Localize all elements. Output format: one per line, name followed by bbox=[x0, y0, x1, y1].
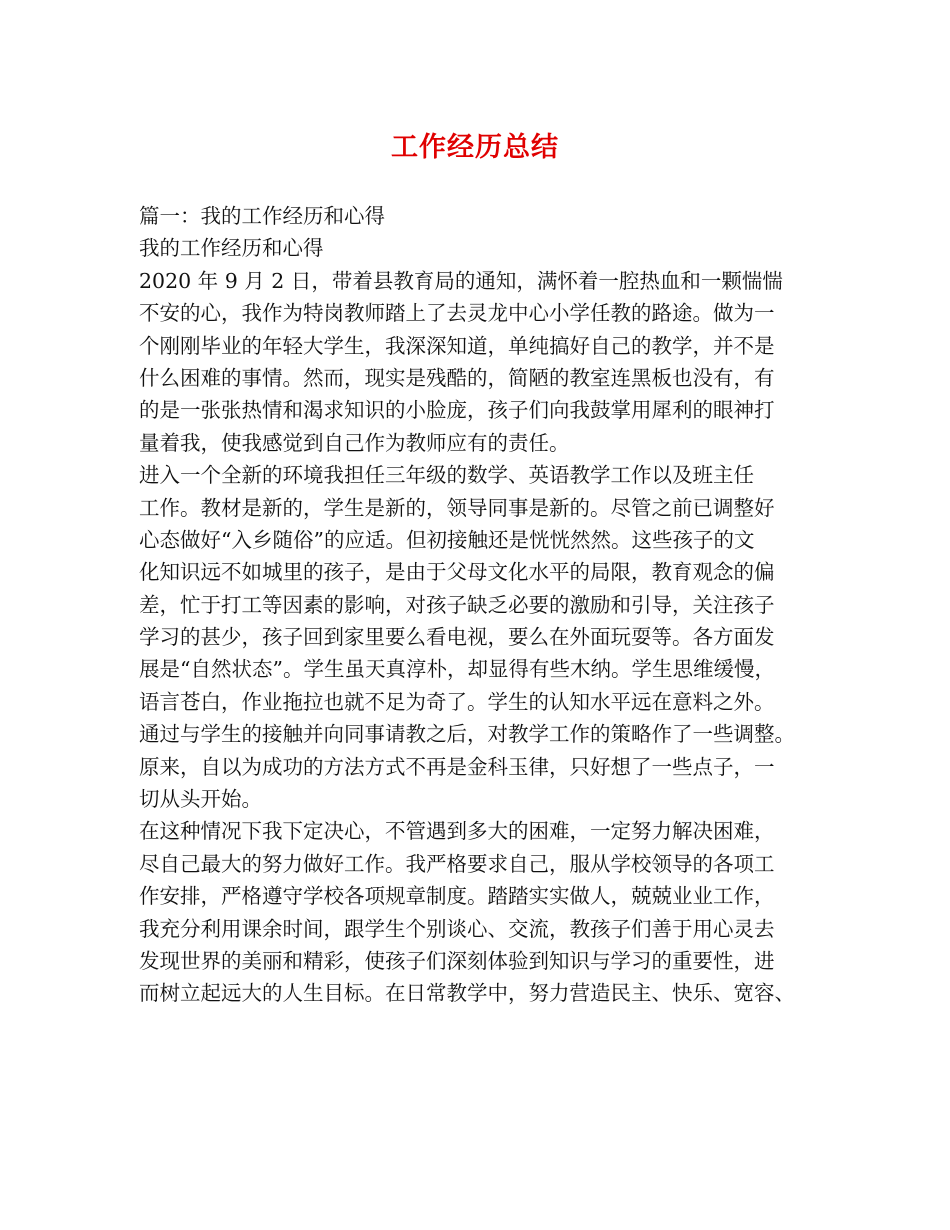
text-line: 差，忙于打工等因素的影响，对孩子缺乏必要的激励和引导，关注孩子 bbox=[139, 592, 775, 617]
text-line: 原来，自以为成功的方法方式不再是金科玉律，只好想了一些点子，一 bbox=[139, 754, 775, 779]
text-line: 尽自己最大的努力做好工作。我严格要求自己，服从学校领导的各项工 bbox=[139, 851, 775, 876]
text-line: 作安排，严格遵守学校各项规章制度。踏踏实实做人，兢兢业业工作， bbox=[139, 884, 775, 909]
text-line: 我充分利用课余时间，跟学生个别谈心、交流，教孩子们善于用心灵去 bbox=[139, 916, 775, 941]
text-line: 我的工作经历和心得 bbox=[139, 236, 324, 261]
document-body bbox=[139, 200, 829, 1010]
text-line: 工作。教材是新的，学生是新的，领导同事是新的。尽管之前已调整好 bbox=[139, 495, 775, 520]
text-line: 2020 年 9 月 2 日，带着县教育局的通知，满怀着一腔热血和一颗惴惴 bbox=[139, 268, 783, 293]
text-line: 个刚刚毕业的年轻大学生，我深深知道，单纯搞好自己的教学，并不是 bbox=[139, 333, 775, 358]
text-line: 量着我，使我感觉到自己作为教师应有的责任。 bbox=[139, 430, 570, 455]
text-line: 心态做好“入乡随俗”的应适。但初接触还是恍恍然然。这些孩子的文 bbox=[139, 527, 755, 552]
text-line: 篇一：我的工作经历和心得 bbox=[139, 204, 385, 228]
text-line: 而树立起远大的人生目标。在日常教学中，努力营造民主、快乐、宽容、 bbox=[139, 981, 795, 1006]
text-line: 的是一张张热情和渴求知识的小脸庞，孩子们向我鼓掌用犀利的眼神打 bbox=[139, 398, 775, 423]
text-line: 在这种情况下我下定决心，不管遇到多大的困难，一定努力解决困难， bbox=[139, 819, 775, 844]
text-line: 切从头开始。 bbox=[139, 787, 262, 812]
text-line: 不安的心，我作为特岗教师踏上了去灵龙中心小学任教的路途。做为一 bbox=[139, 301, 775, 326]
text-line: 通过与学生的接触并向同事请教之后，对教学工作的策略作了一些调整。 bbox=[139, 722, 795, 747]
text-line: 语言苍白，作业拖拉也就不足为奇了。学生的认知水平远在意料之外。 bbox=[139, 689, 775, 714]
text-line: 化知识远不如城里的孩子，是由于父母文化水平的局限，教育观念的偏 bbox=[139, 560, 775, 585]
text-line: 展是“自然状态”。学生虽天真淳朴，却显得有些木纳。学生思维缓慢， bbox=[139, 657, 775, 682]
document-title: 工作经历总结 bbox=[391, 132, 559, 163]
text-line: 进入一个全新的环境我担任三年级的数学、英语教学工作以及班主任 bbox=[139, 463, 754, 488]
text-line: 什么困难的事情。然而，现实是残酷的，简陋的教室连黑板也没有，有 bbox=[139, 365, 775, 390]
text-line: 发现世界的美丽和精彩，使孩子们深刻体验到知识与学习的重要性，进 bbox=[139, 948, 775, 973]
text-line: 学习的甚少，孩子回到家里要么看电视，要么在外面玩耍等。各方面发 bbox=[139, 625, 775, 650]
